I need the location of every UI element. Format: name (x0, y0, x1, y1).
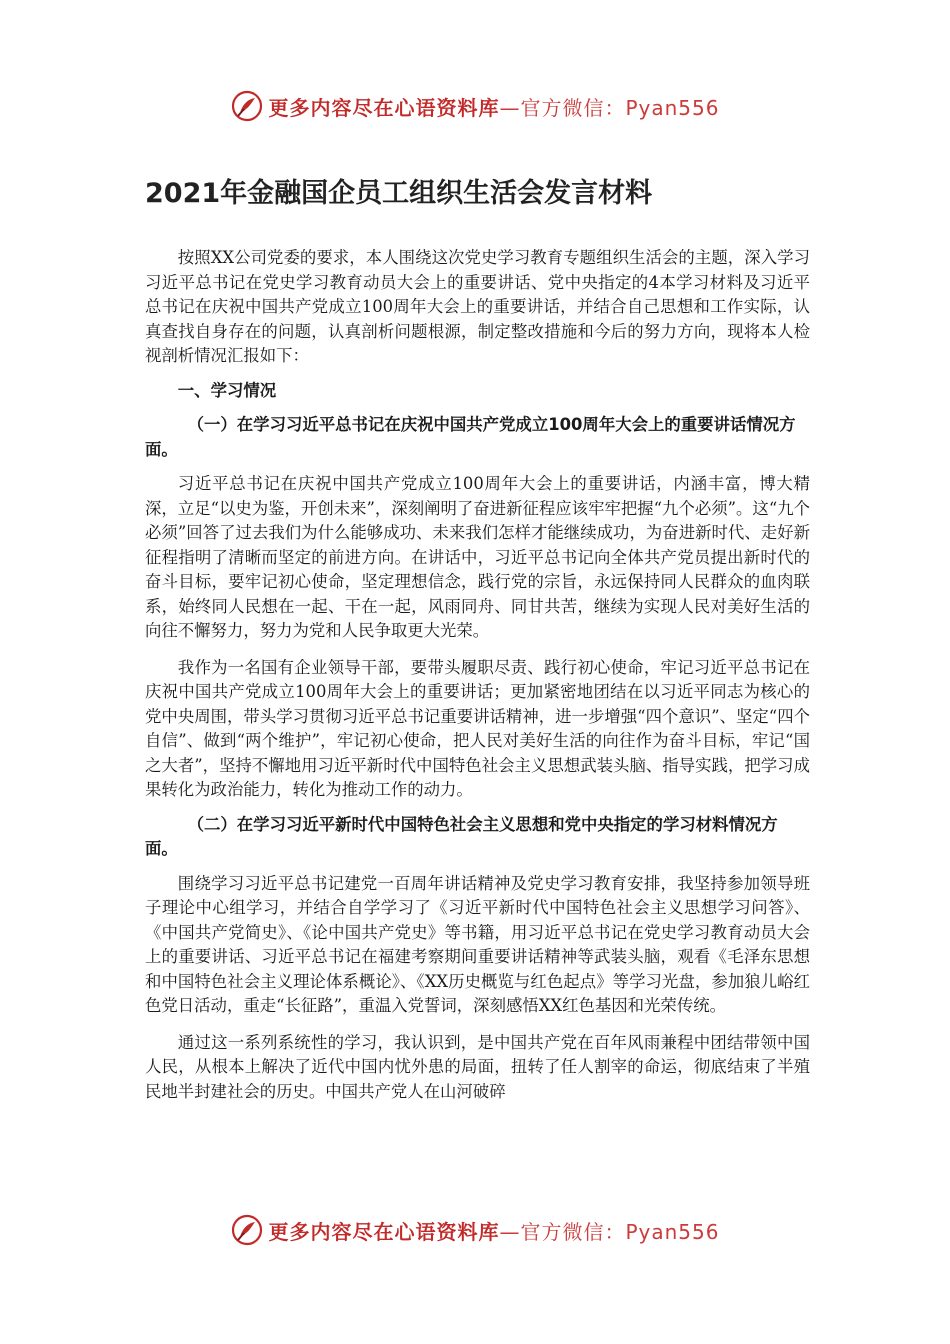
banner-text (268, 1216, 719, 1245)
paragraph-3: 围绕学习习近平总书记建党一百周年讲话精神及党史学习教育安排，我坚持参加领导班子理论中心组学习，并结合自学学习了《习近平新时代中国特色社会主义思想学习问答》、《中国共产党简史》、《论中国共产党史》等书籍，用习近平总书记在党史学习教育动员大会上的重要讲话、习近平总书记在福建考察期间重要讲话精神等武装头脑，观看《毛泽东思想和中国特色社会主义理论体系概论》、《XX历史概览与红色起点》等学习光盘，参加狼儿峪红色党日活动，重走“长征路”，重温入党誓词，深刻感悟XX红色基因和光荣传统。 (145, 873, 810, 1015)
brand-logo-icon (230, 89, 264, 123)
intro-paragraph: 按照XX公司党委的要求，本人围绕这次党史学习教育专题组织生活会的主题，深入学习习近平总书记在党史学习教育动员大会上的重要讲话、党中央指定的4本学习材料及习近平总书记在庆祝中国共产党成立100周年大会上的重要讲话，并结合自己思想和工作实际，认真查找自身存在的问题，认真剖析问题根源，制定整改措施和今后的努力方向，现将本人检视剖析情况汇报如下： (145, 248, 810, 365)
header-watermark-banner (0, 84, 950, 128)
paragraph-1: 习近平总书记在庆祝中国共产党成立100周年大会上的重要讲话，内涵丰富，博大精深，立足“以史为鉴，开创未来”，深刻阐明了奋进新征程应该牢牢把握“九个必须”。这“九个必须”回答了过去我们为什么能够成功、未来我们怎样才能继续成功，为奋进新时代、走好新征程指明了清晰而坚定的前进方向。在讲话中，习近平总书记向全体共产党员提出新时代的奋斗目标，要牢记初心使命，坚定理想信念，践行党的宗旨，永远保持同人民群众的血肉联系，始终同人民想在一起、干在一起，风雨同舟、同甘共苦，继续为实现人民对美好生活的向往不懈努力，努力为党和人民争取更大光荣。 (145, 474, 810, 640)
footer-watermark-banner (0, 1208, 950, 1252)
banner-separator: — (499, 95, 521, 120)
banner-contact: 官方微信：Pyan556 (520, 95, 720, 120)
banner-text (268, 92, 719, 121)
subsection-heading-1: （一）在学习习近平总书记在庆祝中国共产党成立100周年大会上的重要讲话情况方面。 (145, 415, 796, 459)
paragraph-2: 我作为一名国有企业领导干部，要带头履职尽责、践行初心使命，牢记习近平总书记在庆祝中国共产党成立100周年大会上的重要讲话；更加紧密地团结在以习近平同志为核心的党中央周围，带头学习贯彻习近平总书记重要讲话精神，进一步增强“四个意识”、坚定“四个自信”、做到“两个维护”，牢记初心使命，把人民对美好生活的向往作为奋斗目标，牢记“国之大者”，坚持不懈地用习近平新时代中国特色社会主义思想武装头脑、指导实践，把学习成果转化为政治能力，转化为推动工作的动力。 (145, 657, 810, 799)
paragraph-4: 通过这一系列系统性的学习，我认识到，是中国共产党在百年风雨兼程中团结带领中国人民，从根本上解决了近代中国内忧外患的局面，扭转了任人割宰的命运，彻底结束了半殖民地半封建社会的历史。中国共产党人在山河破碎 (145, 1032, 810, 1101)
document-body (145, 172, 810, 1104)
section-heading-study: 一、学习情况 (177, 380, 277, 400)
banner-contact: 官方微信：Pyan556 (520, 1219, 720, 1244)
brand-logo-icon (230, 1213, 264, 1247)
document-title: 2021年金融国企员工组织生活会发言材料 (145, 178, 653, 209)
banner-brand: 更多内容尽在心语资料库 (268, 95, 500, 120)
banner-separator: — (499, 1219, 521, 1244)
subsection-heading-2: （二）在学习习近平新时代中国特色社会主义思想和党中央指定的学习材料情况方面。 (145, 814, 778, 858)
banner-brand: 更多内容尽在心语资料库 (268, 1219, 500, 1244)
